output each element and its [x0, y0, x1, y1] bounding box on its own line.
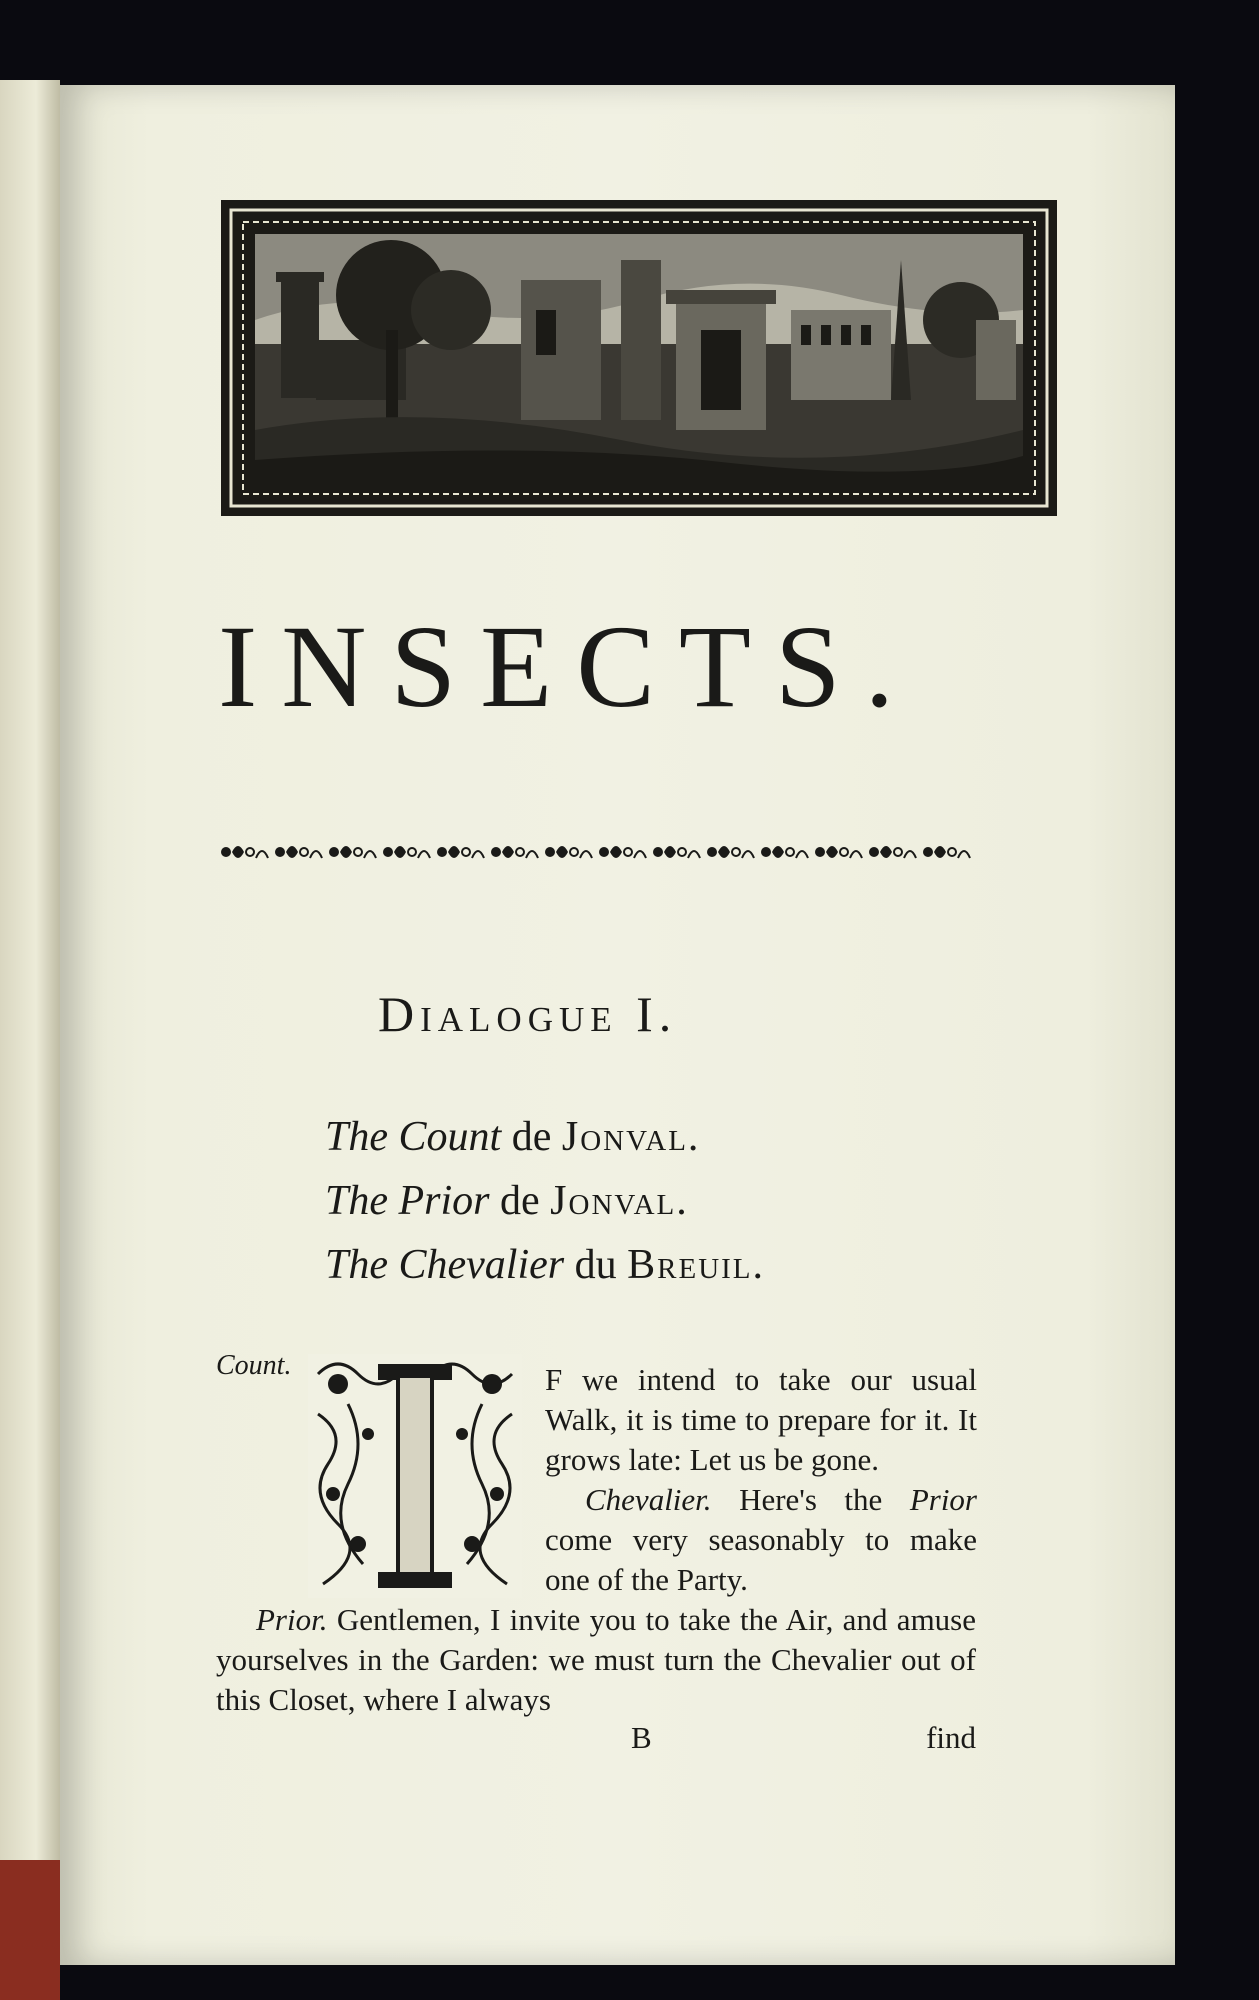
text-run-italic: Prior	[909, 1482, 977, 1517]
decorated-initial-I-icon	[308, 1354, 522, 1598]
paragraph-prior	[216, 1600, 976, 1720]
paragraph-beside-initial	[545, 1360, 977, 1600]
speakers-list	[325, 1105, 945, 1297]
signature-mark: B	[631, 1720, 652, 1755]
speaker-label: Chevalier.	[585, 1482, 712, 1517]
speaker-particle: du	[574, 1242, 617, 1288]
speaker-prior	[325, 1169, 945, 1233]
paragraph-full-width	[216, 1600, 976, 1720]
speaker-label: Prior.	[256, 1602, 328, 1637]
floral-ornament-rule-icon	[218, 838, 986, 866]
speaker-role: The Prior	[325, 1178, 490, 1224]
page-title: INSECTS.	[218, 601, 919, 732]
speaker-count	[325, 1105, 945, 1169]
speaker-role: The Chevalier	[325, 1242, 565, 1288]
speaker-particle: de	[511, 1114, 552, 1160]
woodcut-headpiece-icon	[221, 200, 1057, 516]
facing-page-edge	[0, 80, 60, 2000]
dialogue-heading: Dialogue I.	[378, 986, 678, 1042]
paragraph-chevalier	[545, 1480, 977, 1600]
speaker-chevalier	[325, 1233, 945, 1297]
speaker-name: Jonval.	[561, 1114, 701, 1160]
speaker-name: Jonval.	[550, 1178, 689, 1224]
paragraph-count: F we intend to take our usual Walk, it is time to prepare for it. It grows late: Let us be gone.	[545, 1362, 977, 1477]
margin-speaker-label: Count.	[216, 1350, 292, 1381]
speaker-role: The Count	[325, 1114, 502, 1160]
speaker-name: Breuil.	[627, 1242, 766, 1288]
text-run: Gentlemen, I invite you to take the Air, and amuse yourselves in the Garden: we must turn the Chevalier out of this Closet, where I always	[216, 1602, 977, 1717]
speaker-particle: de	[500, 1178, 540, 1224]
text-run: Here's the	[739, 1482, 883, 1517]
catchword: find	[926, 1720, 976, 1755]
text-run: come very seasonably to make one of the Party.	[545, 1522, 977, 1597]
